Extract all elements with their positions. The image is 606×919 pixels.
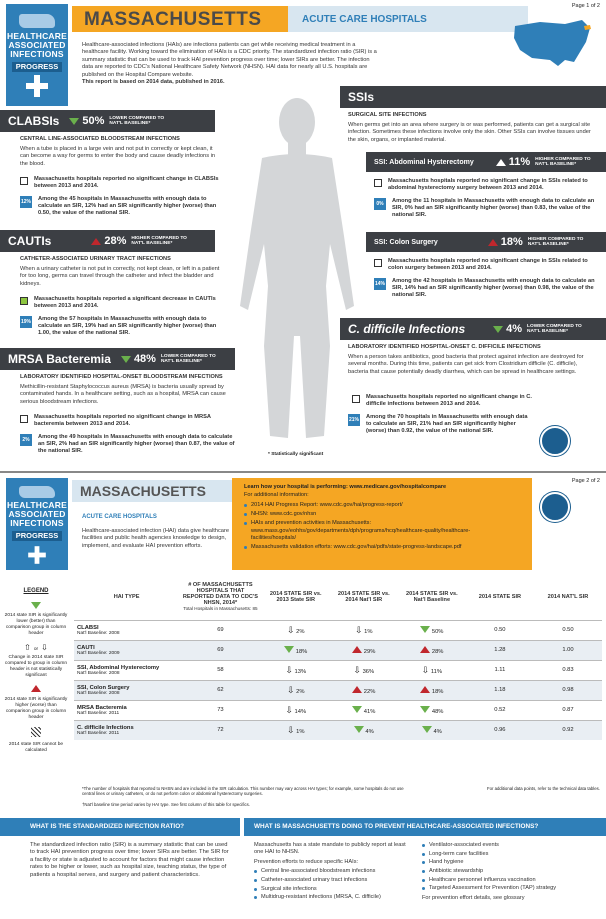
cell-vs-natl-value: 4% xyxy=(365,728,374,735)
prev-mandate: Massachusetts has a state mandate to publicly report at least one HAI to NHSN. xyxy=(254,842,406,856)
cell-state-sir: 0.96 xyxy=(466,720,534,740)
cdiff-title: C. difficile Infections xyxy=(348,322,466,336)
statistical-note: * Statistically significant xyxy=(268,452,324,457)
prev-item: Healthcare personnel influenza vaccination xyxy=(422,877,602,884)
cell-baseline: Nat'l Baseline: 2011 xyxy=(77,730,120,736)
cell-type-text: MRSA Bacteremia xyxy=(77,704,127,711)
ssi-col-compare: HIGHER COMPARED TO NAT'L BASELINE* xyxy=(527,236,584,247)
clabsi-label: CENTRAL LINE-ASSOCIATED BLOODSTREAM INFECTIONS xyxy=(20,136,180,142)
cell-natl-sir: 0.87 xyxy=(534,700,602,720)
link-state-activities[interactable]: HAIs and prevention activities in Massachusetts: www.mass.gov/eohhs/gov/departments/dph/programs/hcq/healthcare-quality/healthcare-facilities/hospitals/ xyxy=(244,520,514,543)
cell-count: 62 xyxy=(179,680,262,700)
checkbox-icon xyxy=(374,259,382,267)
cell-baseline: Nat'l Baseline: 2011 xyxy=(77,710,120,716)
clabsi-title: CLABSIs xyxy=(8,114,60,128)
cell-vs-2013-value: 18% xyxy=(295,648,308,655)
legend-down-arrow-icon xyxy=(31,602,41,609)
sir-table-wrap xyxy=(74,574,602,740)
badge-line-4: PROGRESS xyxy=(12,62,62,72)
legend-na: 2014 state SIR cannot be calculated xyxy=(8,742,64,754)
cell-vs-2013 xyxy=(262,720,330,740)
cell-baseline: Nat'l Baseline: 2008 xyxy=(77,630,120,636)
clabsi-desc: When a tube is placed in a large vein and not put in correctly or kept clean, it can become a way for germs to enter the body and cause deadly infections in the blood. xyxy=(20,146,216,167)
ssi-col-pct xyxy=(488,236,523,248)
cell-type xyxy=(74,660,179,680)
page-divider xyxy=(0,471,606,473)
mrsa-desc: Methicillin-resistant Staphylococcus aureus (MRSA) is bacteria usually spread by contaminated hands. In a healthcare setting, such as a hospital, MRSA can cause serious bloodstream infections. xyxy=(20,384,226,405)
subtitle-2: ACUTE CARE HOSPITALS xyxy=(82,514,157,520)
cdc-logo-icon xyxy=(540,426,570,456)
legend-lower: 2014 state SIR is significantly lower (better) than comparison group in column header xyxy=(4,613,68,637)
cell-count: 72 xyxy=(179,720,262,740)
sir-table-body xyxy=(74,620,602,740)
prev-list-2 xyxy=(422,842,602,892)
up-arrow-icon xyxy=(420,646,430,653)
ssi-title: SSIs xyxy=(348,90,375,104)
badge-line-1: HEALTHCARE xyxy=(7,31,67,41)
down-arrow-icon xyxy=(420,706,430,713)
checkbox-icon xyxy=(20,177,28,185)
us-map-highlight-icon xyxy=(510,14,596,74)
th-vs-baseline: 2014 STATE SIR vs. Nat'l Baseline xyxy=(405,590,458,603)
cell-vs-baseline-value: 48% xyxy=(431,708,444,715)
clabsi-stat-1-text: Massachusetts hospitals reported no significant change in CLABSIs between 2013 and 2014. xyxy=(34,176,219,190)
clabsi-pct-badge: 12% xyxy=(20,196,32,208)
cell-vs-2013-value: 13% xyxy=(294,668,307,675)
ssi-abd-stat-1-text: Massachusetts hospitals reported no significant change in SSIs related to abdominal hysterectomy surgery between 2013 and 2014. xyxy=(388,178,588,192)
link-validation[interactable]: Massachusetts validation efforts: www.cdc.gov/hai/pdfs/state-progress-landscape.pdf xyxy=(244,544,514,552)
ssi-abd-pct xyxy=(496,156,530,168)
checkbox-green-icon xyxy=(20,297,28,305)
cell-natl-sir: 0.83 xyxy=(534,660,602,680)
cell-vs-natl xyxy=(330,620,398,640)
cauti-stat-2 xyxy=(20,316,220,337)
table-row xyxy=(74,640,602,660)
badge-line-2: ASSOCIATED xyxy=(8,508,66,519)
subtitle-band xyxy=(288,6,528,32)
link-nhsn[interactable]: NHSN: www.cdc.gov/nhsn xyxy=(244,511,514,519)
cell-count: 69 xyxy=(179,640,262,660)
cell-baseline: Nat'l Baseline: 2008 xyxy=(77,690,120,696)
cdc-logo-icon-2 xyxy=(540,492,570,522)
clabsi-stat-2-text: Among the 45 hospitals in Massachusetts with enough data to calculate an SIR, 12% had an SIR significantly higher (worse) than 0.50, the value of the national SIR. xyxy=(38,196,217,217)
cell-vs-2013-value: 2% xyxy=(296,688,305,695)
prev-section-title: WHAT IS MASSACHUSETTS DOING TO PREVENT HEALTHCARE-ASSOCIATED INFECTIONS? xyxy=(254,823,539,830)
cdiff-desc: When a person takes antibiotics, good bacteria that protect against infection are destroyed for several months. During this time, patients can get sick from Clostridium difficile (C. difficile), bacteria that cause potentially deadly diarrhea, which can be spread in healthcare settings. xyxy=(348,354,584,375)
cell-vs-baseline-value: 50% xyxy=(431,628,444,635)
mrsa-stat-2 xyxy=(20,434,235,455)
prev-item: Multidrug-resistant infections (MRSA, C. difficile) xyxy=(254,894,414,901)
legend xyxy=(4,588,68,754)
down-arrow-icon xyxy=(493,326,503,333)
legend-ns: Change in 2014 state SIR compared to group in column header is not statistically significant xyxy=(4,655,68,679)
ssi-col-title: SSI: Colon Surgery xyxy=(374,238,438,246)
cell-type xyxy=(74,640,179,660)
down-arrow-icon xyxy=(422,726,432,733)
cell-vs-natl xyxy=(330,640,398,660)
down-arrow-icon xyxy=(354,726,364,733)
table-row xyxy=(74,620,602,640)
legend-or: or xyxy=(33,647,39,653)
page2-desc: Healthcare-associated infection (HAI) data give healthcare facilities and public health agencies knowledge to design, implement, and evaluate HAI prevention efforts. xyxy=(82,528,230,549)
cell-type xyxy=(74,680,179,700)
cell-natl-sir: 1.00 xyxy=(534,640,602,660)
mrsa-compare: LOWER COMPARED TO NAT'L BASELINE* xyxy=(160,353,216,364)
cell-vs-natl xyxy=(330,660,398,680)
cdiff-stat-2 xyxy=(348,414,533,435)
footnote-2: †Nat'l baseline time period varies by HAI type. See first column of this table for specifics. xyxy=(82,802,250,807)
cell-vs-2013 xyxy=(262,680,330,700)
cell-state-sir: 1.28 xyxy=(466,640,534,660)
badge-line-1: HEALTHCARE xyxy=(7,500,67,510)
subtitle: ACUTE CARE HOSPITALS xyxy=(302,14,427,25)
page-2-label: Page 2 of 2 xyxy=(571,478,600,484)
th-state-sir: 2014 STATE SIR xyxy=(478,593,522,600)
prev-item: Catheter-associated urinary tract infections xyxy=(254,877,414,884)
outline-arrow-icon: ⇩ xyxy=(353,664,361,675)
cdiff-stat-2-text: Among the 70 hospitals in Massachusetts with enough data to calculate an SIR, 21% had an SIR significantly higher (worse) than 0.92, the value of the national SIR. xyxy=(366,414,528,435)
clabsi-stat-1 xyxy=(20,176,220,190)
ssi-label: SURGICAL SITE INFECTIONS xyxy=(348,112,427,118)
cell-state-sir: 0.50 xyxy=(466,620,534,640)
clabsi-header xyxy=(0,110,215,132)
cell-type xyxy=(74,720,179,740)
outline-arrow-icon: ⇩ xyxy=(286,724,295,735)
up-arrow-icon xyxy=(352,686,362,693)
th-num-sub: Total Hospitals in Massachusetts: 85 xyxy=(183,605,258,611)
ssi-abd-stat-1 xyxy=(374,178,599,192)
ssi-abd-pct-value: 11% xyxy=(508,156,531,168)
cell-vs-natl-value: 29% xyxy=(363,648,376,655)
ssi-col-stat-2-text: Among the 42 hospitals in Massachusetts with enough data to calculate an SIR, 14% had an SIR significantly higher (worse) than 0.98, the value of the national SIR. xyxy=(392,278,595,299)
clabsi-stat-2 xyxy=(20,196,220,217)
ssi-col-pct-badge: 14% xyxy=(374,278,386,290)
outline-arrow-icon: ⇩ xyxy=(355,624,363,635)
th-natl-sir: 2014 NAT'L SIR xyxy=(547,593,589,600)
cell-vs-2013-value: 1% xyxy=(296,728,305,735)
resource-links xyxy=(244,502,514,552)
cell-count: 73 xyxy=(179,700,262,720)
cdiff-compare: LOWER COMPARED TO NAT'L BASELINE* xyxy=(527,323,582,334)
cell-type xyxy=(74,700,179,720)
human-body-icon xyxy=(222,96,372,448)
ssi-abd-title: SSI: Abdominal Hysterectomy xyxy=(374,158,474,166)
down-arrow-icon xyxy=(352,706,362,713)
cell-vs-baseline-value: 28% xyxy=(431,648,444,655)
ssi-abd-compare: HIGHER COMPARED TO NAT'L BASELINE* xyxy=(535,156,591,167)
clabsi-compare: LOWER COMPARED TO NAT'L BASELINE* xyxy=(109,115,165,126)
mrsa-pct-value: 48% xyxy=(133,353,156,365)
prev-item: Antibiotic stewardship xyxy=(422,868,602,875)
outline-arrow-icon: ⇩ xyxy=(285,704,293,715)
badge-line-2: ASSOCIATED xyxy=(8,39,66,50)
prev-item: Targeted Assessment for Prevention (TAP) strategy xyxy=(422,885,602,892)
intro-bold: This report is based on 2014 data, published in 2016. xyxy=(82,79,225,86)
intro-body: Healthcare-associated infections (HAIs) are infections patients can get while receiving medical treatment in a healthcare facility. Working toward the elimination of HAIs is a CDC priority. The standardized infection ratio (SIR) is a summary statistic that can be used to track HAI prevention progress over time; lower SIRs are better. The infection data are reported to CDC's National Healthcare Safety Network (NHSN). HAI data for nearly all U.S. hospitals are published on the Hospital Compare website. xyxy=(82,42,377,78)
cell-type-text: CAUTI xyxy=(77,644,95,651)
table-row xyxy=(74,680,602,700)
legend-outline-arrow-icon-2: ⇩ xyxy=(41,643,48,653)
cell-vs-2013-value: 2% xyxy=(296,628,305,635)
mrsa-stat-1-text: Massachusetts hospitals reported no significant change in MRSA bacteremia between 2013 and 2014. xyxy=(34,414,211,428)
prev-section-left xyxy=(254,842,414,903)
outline-arrow-icon: ⇩ xyxy=(285,664,293,675)
cell-count: 69 xyxy=(179,620,262,640)
prev-efforts: Prevention efforts to reduce specific HAIs: xyxy=(254,859,359,866)
hai-progress-badge xyxy=(6,4,68,106)
down-arrow-icon xyxy=(121,356,131,363)
up-arrow-icon xyxy=(352,646,362,653)
sir-table xyxy=(74,574,602,740)
cell-type-text: SSI, Colon Surgery xyxy=(77,684,130,691)
th-vs-natl: 2014 STATE SIR vs. 2014 Nat'l SIR xyxy=(337,590,390,603)
ssi-abd-header xyxy=(366,152,606,172)
table-row xyxy=(74,700,602,720)
cell-vs-natl xyxy=(330,700,398,720)
intro-text xyxy=(82,42,382,86)
cell-natl-sir: 0.50 xyxy=(534,620,602,640)
cauti-pct xyxy=(91,235,126,247)
cauti-title: CAUTIs xyxy=(8,234,52,248)
state-title-2: MASSACHUSETTS xyxy=(80,483,207,499)
table-row xyxy=(74,660,602,680)
th-num-text: # OF MASSACHUSETTS HOSPITALS THAT REPORTED DATA TO CDC'S NHSN, 2014* xyxy=(182,581,258,606)
ssi-col-stat-1-text: Massachusetts hospitals reported no significant change in SSIs related to colon surgery between 2013 and 2014. xyxy=(388,258,588,272)
checkbox-icon xyxy=(352,395,360,403)
cell-natl-sir: 0.92 xyxy=(534,720,602,740)
prev-item: Surgical site infections xyxy=(254,886,414,893)
th-vs-2013: 2014 STATE SIR vs. 2013 State SIR xyxy=(269,590,322,603)
state-title: MASSACHUSETTS xyxy=(84,9,262,30)
badge-line-3: INFECTIONS xyxy=(10,517,64,528)
ssi-col-stat-2 xyxy=(374,278,599,299)
cell-type xyxy=(74,620,179,640)
mrsa-pct xyxy=(121,353,156,365)
badge-line-4: PROGRESS xyxy=(12,531,62,541)
cdiff-stat-1-text: Massachusetts hospitals reported no significant change in C. difficile infections between 2013 and 2014. xyxy=(366,394,532,408)
mrsa-title: MRSA Bacteremia xyxy=(8,352,111,366)
cell-vs-natl-value: 41% xyxy=(363,708,376,715)
learn-text-2: For additional information: xyxy=(244,491,309,498)
ssi-abd-stat-2 xyxy=(374,198,599,219)
cell-type-text: CLABSI xyxy=(77,624,99,631)
table-row xyxy=(74,720,602,740)
cell-vs-baseline xyxy=(398,680,466,700)
mrsa-stat-2-text: Among the 49 hospitals in Massachusetts with enough data to calculate an SIR, 2% had an SIR significantly higher (worse) than 0.87, the value of the national SIR. xyxy=(38,434,235,455)
hai-progress-badge-2 xyxy=(6,478,68,570)
cauti-pct-badge: 19% xyxy=(20,316,32,328)
up-arrow-icon xyxy=(488,239,498,246)
ssi-abd-stat-2-text: Among the 11 hospitals in Massachusetts with enough data to calculate an SIR, 0% had an SIR significantly higher (worse) than 0.83, the value of the national SIR. xyxy=(392,198,595,219)
up-arrow-icon xyxy=(420,686,430,693)
checkbox-icon xyxy=(374,179,382,187)
page-1-label: Page 1 of 2 xyxy=(571,3,600,9)
cauti-compare: HIGHER COMPARED TO NAT'L BASELINE* xyxy=(131,235,187,246)
cell-vs-baseline-value: 11% xyxy=(430,668,443,675)
cell-vs-2013-value: 14% xyxy=(294,708,307,715)
mrsa-pct-badge: 2% xyxy=(20,434,32,446)
outline-arrow-icon: ⇩ xyxy=(286,684,295,695)
links-panel-content xyxy=(244,484,534,553)
cell-vs-baseline xyxy=(398,720,466,740)
down-arrow-icon xyxy=(420,626,430,633)
cdiff-pct xyxy=(493,323,522,335)
prev-item: Ventilator-associated events xyxy=(422,842,602,849)
outline-arrow-icon: ⇩ xyxy=(286,624,295,635)
mrsa-stat-1 xyxy=(20,414,235,428)
mrsa-label: LABORATORY IDENTIFIED HOSPITAL-ONSET BLOODSTREAM INFECTIONS xyxy=(20,374,223,380)
down-arrow-icon xyxy=(284,646,294,653)
plus-icon xyxy=(28,546,46,564)
cauti-desc: When a urinary catheter is not put in correctly, not kept clean, or left in a patient for too long, germs can travel through the catheter and infect the bladder and kidneys. xyxy=(20,266,220,287)
clabsi-pct xyxy=(69,115,104,127)
ssi-col-pct-value: 18% xyxy=(500,236,523,248)
cdiff-pct-badge: 21% xyxy=(348,414,360,426)
mrsa-header xyxy=(0,348,235,370)
us-map-icon xyxy=(19,14,55,28)
cell-state-sir: 1.18 xyxy=(466,680,534,700)
cauti-label: CATHETER-ASSOCIATED URINARY TRACT INFECTIONS xyxy=(20,256,171,262)
badge-line-3: INFECTIONS xyxy=(10,48,64,59)
cdiff-label: LABORATORY IDENTIFIED HOSPITAL-ONSET C. DIFFICILE INFECTIONS xyxy=(348,344,541,350)
cell-vs-natl-value: 1% xyxy=(364,628,373,635)
cell-vs-2013 xyxy=(262,620,330,640)
cell-vs-2013 xyxy=(262,640,330,660)
legend-up-arrow-icon xyxy=(31,685,41,692)
page-2 xyxy=(0,474,606,919)
title-band xyxy=(72,6,288,32)
th-num xyxy=(179,574,262,620)
cell-state-sir: 1.11 xyxy=(466,660,534,680)
cauti-header xyxy=(0,230,215,252)
outline-arrow-icon: ⇩ xyxy=(421,664,430,675)
state-band-2 xyxy=(72,480,232,502)
cdiff-stat-1 xyxy=(352,394,552,408)
cell-type-text: C. difficile Infections xyxy=(77,724,134,731)
up-arrow-icon xyxy=(91,238,101,245)
sir-section-title: WHAT IS THE STANDARDIZED INFECTION RATIO? xyxy=(30,823,185,830)
cell-vs-baseline xyxy=(398,620,466,640)
cell-count: 58 xyxy=(179,660,262,680)
cell-natl-sir: 0.98 xyxy=(534,680,602,700)
cauti-stat-1-text: Massachusetts hospitals reported a significant decrease in CAUTIs between 2013 and 2014. xyxy=(34,296,216,310)
cell-baseline: Nat'l Baseline: 2008 xyxy=(77,670,120,676)
ssi-col-header xyxy=(366,232,606,252)
cell-vs-natl xyxy=(330,720,398,740)
learn-text[interactable]: Learn how your hospital is performing: www.medicare.gov/hospitalcompare xyxy=(244,484,447,490)
cauti-pct-value: 28% xyxy=(104,235,127,247)
cell-vs-2013 xyxy=(262,700,330,720)
prev-section-right xyxy=(422,842,602,903)
us-map-icon xyxy=(19,486,55,498)
link-progress-report[interactable]: 2014 HAI Progress Report: www.cdc.gov/hai/progress-report/ xyxy=(244,502,514,510)
legend-title: LEGEND xyxy=(23,588,49,594)
cell-vs-baseline xyxy=(398,640,466,660)
ssi-abd-pct-badge: 0% xyxy=(374,198,386,210)
th-hai-type: HAI TYPE xyxy=(113,593,140,600)
footnote-1: *The number of hospitals that reported to NHSN and are included in the SIR calculation. This number may vary across HAI types; for example, some hospitals do not use central lines or urinary catheters, or do not perform colon or abdominal hysterectomy surgeries. xyxy=(82,786,404,797)
plus-icon xyxy=(26,75,48,97)
clabsi-pct-value: 50% xyxy=(82,115,105,127)
cell-vs-2013 xyxy=(262,660,330,680)
cell-vs-baseline xyxy=(398,700,466,720)
prev-item: Long-term care facilities xyxy=(422,851,602,858)
down-arrow-icon xyxy=(69,118,79,125)
footnote-3: For additional data points, refer to the technical data tables. xyxy=(487,786,600,791)
prev-item: Hand hygiene xyxy=(422,859,602,866)
prev-list-1 xyxy=(254,868,414,901)
cell-vs-baseline-value: 18% xyxy=(431,688,444,695)
cell-baseline: Nat'l Baseline: 2009 xyxy=(77,650,120,656)
cell-vs-natl-value: 36% xyxy=(362,668,375,675)
cell-vs-natl-value: 22% xyxy=(363,688,376,695)
cell-state-sir: 0.52 xyxy=(466,700,534,720)
ssi-col-stat-1 xyxy=(374,258,599,272)
cauti-stat-2-text: Among the 57 hospitals in Massachusetts with enough data to calculate an SIR, 19% had an SIR significantly higher (worse) than 1.00, the value of the national SIR. xyxy=(38,316,217,337)
up-arrow-outline-icon xyxy=(496,159,506,166)
cell-vs-natl xyxy=(330,680,398,700)
cdiff-header xyxy=(340,318,606,340)
legend-outline-arrow-icon: ⇧ xyxy=(24,643,31,653)
prev-more: For prevention effort details, see glossary xyxy=(422,895,525,902)
cauti-stat-1 xyxy=(20,296,220,310)
prev-item: Central line-associated bloodstream infections xyxy=(254,868,414,875)
legend-hatch-icon xyxy=(31,727,41,737)
ssi-header xyxy=(340,86,606,108)
cell-type-text: SSI, Abdominal Hysterectomy xyxy=(77,664,160,671)
cell-vs-baseline-value: 4% xyxy=(433,728,442,735)
sir-section-text: The standardized infection ratio (SIR) is a summary statistic that can be used to track HAI prevention progress over time; lower SIRs are better. The SIR for a facility or state is adjusted to account for factors that might cause infection rates to be higher or lower, such as hospital size, teaching status, the type of patients a hospital serves, and surgery and patient characteristics. xyxy=(30,842,229,878)
cell-vs-baseline xyxy=(398,660,466,680)
legend-higher: 2014 state SIR is significantly higher (worse) than comparison group in column header xyxy=(4,697,68,721)
cdiff-pct-value: 4% xyxy=(506,323,523,335)
ssi-desc: When germs get into an area where surgery is or was performed, patients can get a surgical site infection. Sometimes these infections involve only the skin. Other SSIs can involve tissues under the skin, organs, or implanted material. xyxy=(348,122,591,143)
checkbox-icon xyxy=(20,415,28,423)
